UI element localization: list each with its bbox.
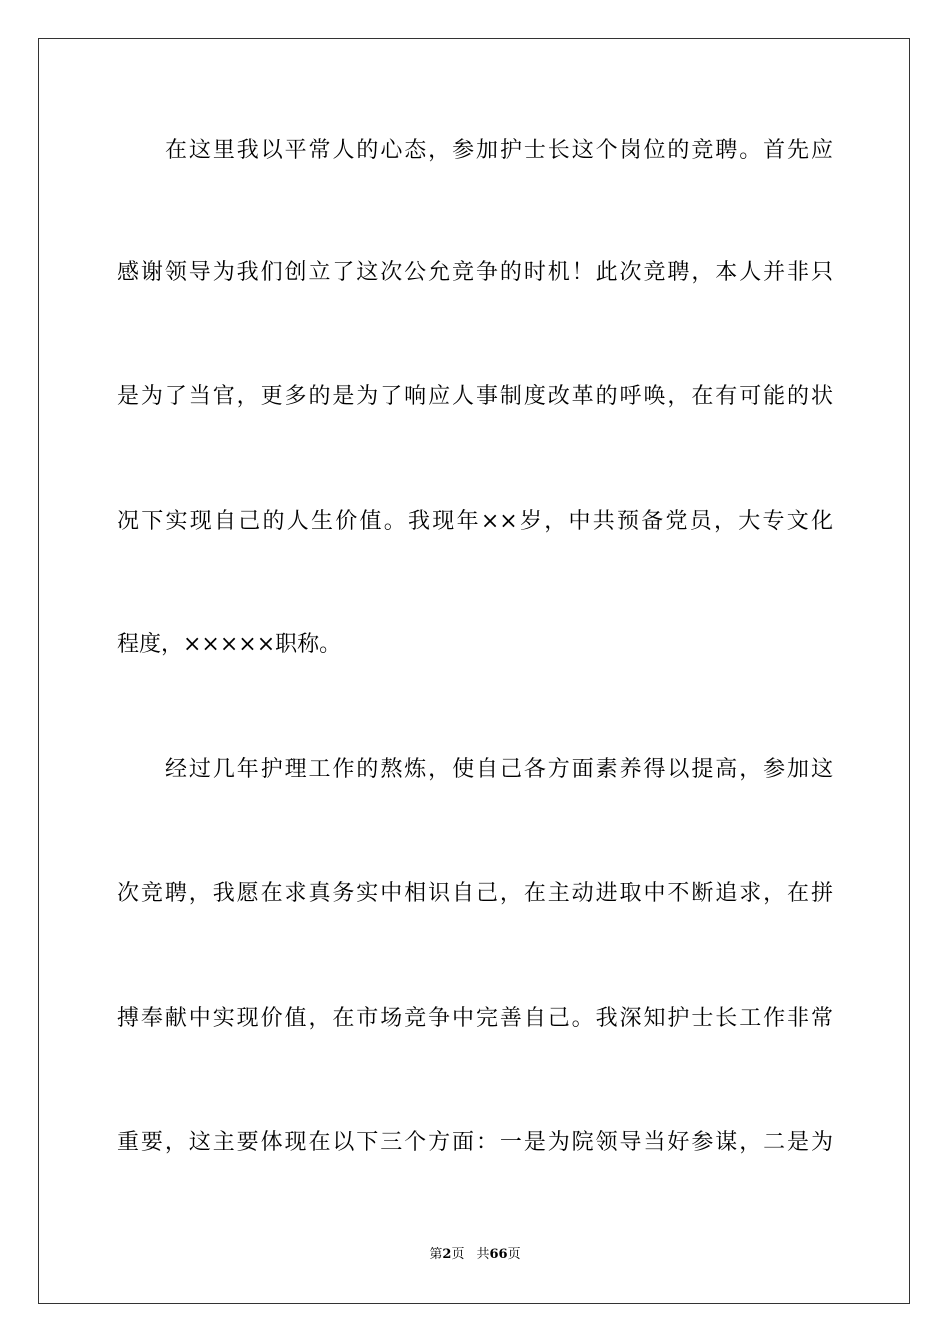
paragraph-1-line-4: 况下实现自己的人生价值。我现年××岁，中共预备党员，大专文化: [117, 509, 833, 534]
paragraph-2-line-3: 搏奉献中实现价值，在市场竞争中完善自己。我深知护士长工作非常: [117, 1006, 833, 1031]
paragraph-1-line-2: 感谢领导为我们创立了这次公允竞争的时机！此次竞聘，本人并非只: [117, 260, 833, 285]
paragraph-1-line-5: 程度，×××××职称。: [117, 632, 342, 657]
total-prefix: 共: [476, 1247, 490, 1262]
total-pages: 66: [489, 1247, 508, 1262]
paragraph-2-line-4: 重要，这主要体现在以下三个方面：一是为院领导当好参谋，二是为: [117, 1130, 833, 1155]
page-prefix: 第: [429, 1247, 443, 1262]
paragraph-1-line-1: 在这里我以平常人的心态，参加护士长这个岗位的竞聘。首先应: [165, 138, 833, 163]
paragraph-2-line-1: 经过几年护理工作的熬炼，使自己各方面素养得以提高，参加这: [165, 757, 833, 782]
total-suffix: 页: [507, 1247, 521, 1262]
page-footer: [0, 1246, 950, 1264]
page-border: [38, 38, 910, 1304]
paragraph-2-line-2: 次竞聘，我愿在求真务实中相识自己，在主动进取中不断追求，在拼: [117, 881, 833, 906]
paragraph-1-line-3: 是为了当官，更多的是为了响应人事制度改革的呼唤，在有可能的状: [117, 384, 833, 409]
page-suffix: 页: [451, 1247, 465, 1262]
page-number: 2: [442, 1247, 452, 1262]
